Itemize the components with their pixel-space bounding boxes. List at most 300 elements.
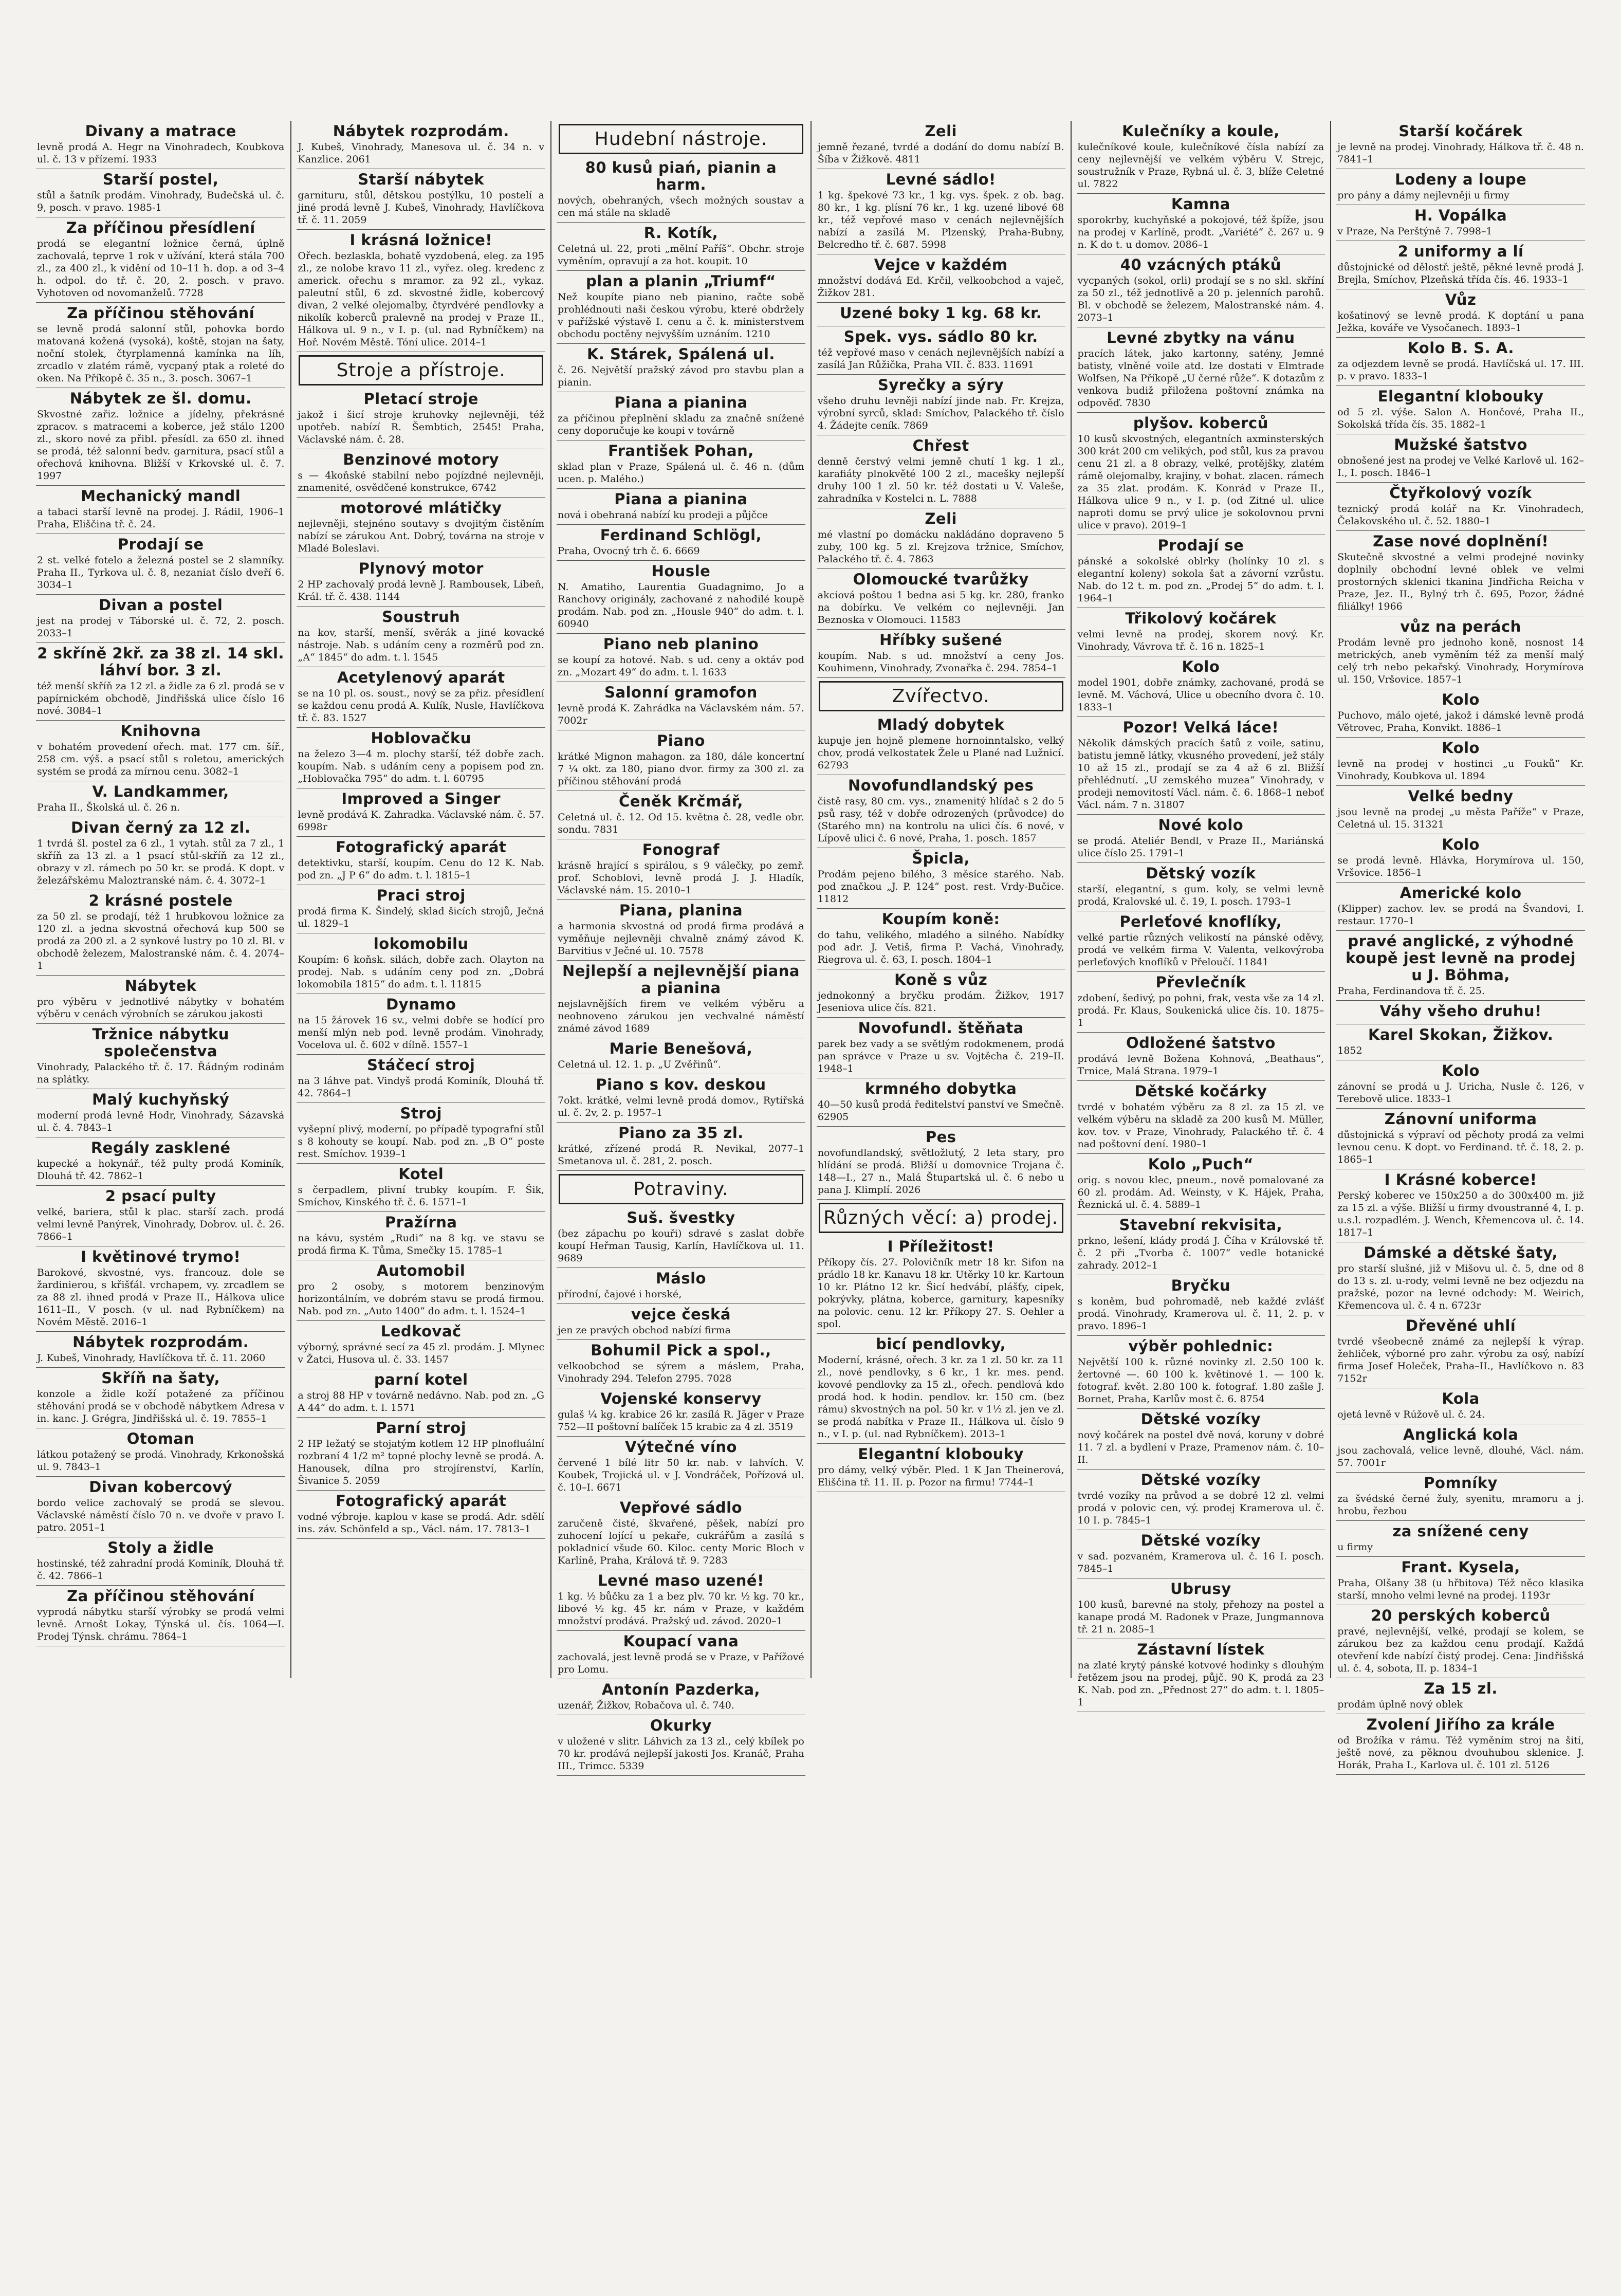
ad-body: vyšepní plivý, moderní, po případě typografní stůl s 8 kohouty se koupí. Nab. pod zn. „B O“ poste rest. Smíchov. 1939–1 [298, 1124, 545, 1160]
ad-body: pro starší slušné, již v Mišovu ul. č. 5, dne od 8 do 13 s. zl. u-rody, velmi levně ne bez odjezdu na pražské, pozor na levné odchody: M. Weirich, Křemencova ul. č. 4 n. 6723r [1337, 1263, 1584, 1311]
classified-ad [1336, 1109, 1585, 1169]
classified-ad [1336, 1024, 1585, 1060]
classified-ad [1077, 1409, 1325, 1470]
classified-ad [817, 775, 1065, 848]
ad-title: Kolo [1442, 1062, 1480, 1079]
ad-body: N. Amatiho, Laurentia Guadagnimo, Jo a Ranchovy originály, zachované z nahodilé koupě prodám. Nab. pod zn. „Housle 940“ do adm. t. l. 60940 [558, 581, 804, 630]
ad-title: Vojenské konservy [600, 1390, 762, 1407]
classified-ad [557, 1304, 805, 1340]
classified-ad [297, 994, 545, 1055]
ad-body: krásně hrající s spirálou, s 9 válečky, po zemř. prof. Schoblovi, levně prodá J. J. Hladík, Václavské nám. 15. 2010–1 [558, 860, 804, 896]
classified-ad [1336, 931, 1585, 1001]
classified-ad [1077, 656, 1325, 717]
ad-body: gulaš ¼ kg. krabice 26 kr. zasílá R. Jäger v Praze 752—II poštovní balíček 15 krabic za 4 zl. 3519 [558, 1409, 804, 1432]
ad-title: Zánovní uniforma [1384, 1110, 1537, 1128]
ad-title: pravé anglické, z výhodné koupě jest levně na prodej u J. Böhma, [1346, 932, 1576, 984]
ad-title: plan a planin „Triumf“ [586, 272, 776, 290]
ad-title: Americké kolo [1399, 884, 1522, 902]
ad-title: Dřevěné uhlí [1406, 1317, 1516, 1334]
classified-ad [36, 1586, 285, 1646]
ad-title: Levné zbytky na vánu [1107, 329, 1295, 346]
ad-title: Fonograf [642, 841, 720, 858]
ad-body: prodá se elegantní ložnice černá, úplně zachovalá, teprve 1 rok v užívání, která stála 700 zl., za 400 zl., k vidění od 10–11 h. dop. a od 3–4 h. odpol. do tř. č. 20, 2. posch. v pravo. Vyhotoven od novomanželů. 7728 [37, 238, 285, 299]
ad-title: Pletací stroje [363, 390, 478, 408]
classified-ad [1336, 121, 1585, 169]
ad-body: Praha, Olšany 38 (u hřbitova) Též něco klasika starší, mnoho velmi levné na prodej. 1193r [1337, 1577, 1584, 1601]
ad-title: Zvolení Jiřího za krále [1366, 1716, 1555, 1733]
ad-title: Starší kočárek [1398, 122, 1523, 140]
ad-body: kulečníkové koule, kulečníkové čísla nabízí za ceny nejlevnější ve velkém výběru V. Strejc, soustružník v Praze, Rybná ul. č. 3, blíže Celetné ul. 7822 [1077, 141, 1324, 190]
ad-body: model 1901, dobře známky, zachované, prodá se levně. M. Váchová, Ulice u obecního dvora č. 10. 1833–1 [1077, 677, 1324, 713]
classified-ad [297, 837, 545, 885]
classified-ad [817, 326, 1065, 375]
classified-ad [557, 1679, 805, 1715]
ad-body: stůl a šatník prodám. Vinohrady, Budečská ul. č. 9, posch. v pravo. 1985-1 [37, 190, 285, 213]
ad-title: Fotografický aparát [336, 1492, 507, 1510]
ad-title: motorové mlátičky [340, 499, 502, 517]
ad-body: levně prodá K. Zahrádka na Václavském nám. 57. 7002r [558, 703, 804, 726]
ad-title: Nové kolo [1158, 816, 1244, 834]
ad-title: Stavební rekvisita, [1119, 1216, 1283, 1234]
ad-title: Bohumil Pick a spol., [591, 1342, 771, 1359]
ad-title: Skříň na šaty, [101, 1369, 220, 1387]
ad-title: Čeněk Krčmář, [618, 793, 743, 810]
ad-body: velké partie různých velikostí na pánské oděvy, prodá ve velkém firma V. Valenta, velkovýroba perleťových knoflíků v Přeloučí. 11841 [1077, 932, 1324, 968]
ad-body: velmi levně na prodej, skorem nový. Kr. Vinohrady, Vávrova tř. č. 16 n. 1825–1 [1077, 629, 1324, 652]
classified-ad [557, 1715, 805, 1776]
ad-body: Prodám pejeno bilého, 3 měsíce starého. Nab. pod značkou „J. P. 124“ post. rest. Vrdy-Bučice. 11812 [817, 869, 1064, 905]
classified-ad [297, 788, 545, 837]
ad-title: Frant. Kysela, [1401, 1558, 1520, 1576]
ad-body: ojetá levně v Rúžově ul. č. 24. [1337, 1409, 1485, 1420]
classified-ad [36, 721, 285, 781]
classified-ad [817, 569, 1065, 630]
classified-ad [557, 900, 805, 961]
classified-ad [297, 933, 545, 994]
classified-ad [557, 271, 805, 344]
ad-title: Mechanický mandl [81, 487, 241, 505]
classified-ad [1336, 1678, 1585, 1714]
ad-body: sklad plan v Praze, Spálená ul. č. 46 n. (dům ucen. p. Malého.) [558, 461, 804, 485]
ad-title: Piano s kov. deskou [596, 1076, 766, 1093]
ad-body: od 5 zl. výše. Salon A. Hončové, Praha II., Sokolská třída čís. 35. 1882–1 [1337, 407, 1584, 430]
ad-body: od Brožíka v rámu. Též vyměním stroj na šití, ještě nové, za pěknou dvouhubou sklenice. J. Horák, Praha I., Karlova ul. č. 101 zl. 5126 [1337, 1735, 1584, 1771]
ad-title: Levné sádlo! [886, 171, 996, 188]
ad-title: Acetylenový aparát [337, 669, 505, 686]
ad-title: Starší nábytek [358, 171, 485, 188]
ad-title: Nábytek rozprodám. [333, 122, 509, 140]
ad-title: 2 psací pulty [105, 1187, 216, 1205]
ad-body: pánské a sokolské oblrky (holínky 10 zl. s elegantní koleny) sokola šat a závorní vzrůstu. Nab. do 12 t. m. pod zn. „Prodej 5“ do adm. t. l. 1964–1 [1077, 556, 1324, 604]
ad-title: Improved a Singer [341, 790, 501, 807]
ad-title: vůz na perách [1400, 618, 1521, 635]
ad-body: košatinový se levně prodá. K doptání u pana Ježka, kováře ve Vysočanech. 1893–1 [1337, 310, 1584, 334]
classified-ad [557, 344, 805, 392]
classified-ad [817, 303, 1065, 326]
classified-ad [1336, 386, 1585, 434]
classified-ad [297, 498, 545, 558]
ad-title: Karel Skokan, Žižkov. [1368, 1026, 1554, 1043]
ad-body: pracích látek, jako kartonny, satény, Jemné batisty, vlněné voile atd. lze dostati v Elmtrade Wolfsen, Na Příkopě „U černé růže“. K dotazům z venkova budiž přiložena poštovní známka na odpověď. 7830 [1077, 348, 1324, 409]
ad-body: nový kočárek na postel dvě nová, koruny v dobré 11. 7 zl. a bydlení v Praze, Pramenov nám. č. 10–II. [1077, 1429, 1324, 1465]
ad-title: Bryčku [1171, 1277, 1231, 1294]
ad-title: Elegantní klobouky [858, 1445, 1024, 1463]
ad-body: Celetná ul. č. 12. Od 15. května č. 28, vedle obr. sondu. 7831 [558, 812, 804, 835]
classified-ad [36, 169, 285, 217]
ad-body: prkno, lešení, klády prodá J. Číha v Královské tř. č. 2 při „Tvorba č. 1007“ vedle botanické zahrady. 2012–1 [1077, 1235, 1324, 1271]
classified-ad [1336, 1605, 1585, 1678]
classified-ad [817, 254, 1065, 303]
classified-ad [1336, 616, 1585, 689]
ad-title: bicí pendlovky, [876, 1335, 1006, 1353]
classified-ad [1077, 1081, 1325, 1154]
ad-title: Tržnice nábytku společenstva [92, 1025, 229, 1060]
classified-ad [36, 1537, 285, 1586]
ad-body: vodné výbroje. kaplou v kase se prodá. Adr. sdělí ins. záv. Schönfeld a sp., Václ. nám. 17. 7813–1 [298, 1511, 545, 1535]
classified-ad [36, 1428, 285, 1477]
classified-ad [36, 388, 285, 486]
classified-ad [557, 1570, 805, 1631]
ad-body: na 3 láhve pat. Vindyš prodá Kominík, Dlouhá tř. 42. 7864–1 [298, 1075, 545, 1099]
ad-body: mé vlastní po domácku nakládáno dopraveno 5 zuby, 100 kg. 5 zl. Krejzova tržnice, Smíchov, Palackého tř. č. 4. 7863 [817, 529, 1064, 565]
ad-body: Prodám levně pro jednoho koně, nosnost 14 metrických, aneb vyměním též za menší malý celý trh nebo pekařský. Vinohrady, Horymírova ul. 150, Vršovice. 1857–1 [1337, 637, 1584, 685]
ad-body: uzenář, Žižkov, Robačova ul. č. 740. [558, 1700, 734, 1711]
ad-body: 7okt. krátké, velmi levně prodá domov., Rytířská ul. č. 2v, 2. p. 1957–1 [558, 1095, 804, 1118]
classified-ad [1336, 786, 1585, 834]
classified-ad [557, 561, 805, 634]
ad-body: zdobení, šedivý, po pohni, frak, vesta vše za 14 zl. prodá. Fr. Klaus, Soukenická ulice čís. 10. 1875–1 [1077, 993, 1324, 1028]
ad-body: Největší 100 k. různé novinky zl. 2.50 100 k. žertovné —. 60 100 k. květinové 1. — 100 k. fotograf. květ. 2.80 100 k. fotograf. 1.80 zašle J. Bornet, Praha, Karlův most č. 6. 8754 [1077, 1356, 1324, 1405]
classified-ad [1077, 972, 1325, 1033]
ad-body: a harmonia skvostná od prodá firma prodává a vyměňuje nejlevněji chvalně známý závod K. Barvitius v Ječné ul. 10. 7578 [558, 921, 804, 957]
classified-ad [1336, 1242, 1585, 1315]
classified-ad [297, 1103, 545, 1164]
ad-body: zánovní se prodá u J. Uricha, Nusle č. 126, v Terebově ulice. 1833–1 [1337, 1081, 1584, 1105]
ad-body: nových, obehraných, všech možných soustav a cen má stále na skladě [558, 195, 804, 218]
ad-title: I Příležitost! [887, 1238, 994, 1255]
ad-title: Soustruh [382, 608, 460, 626]
classified-ad [1336, 1001, 1585, 1024]
ad-title: Kolo [1442, 836, 1480, 853]
classified-ad [557, 1038, 805, 1074]
ad-title: Divany a matrace [85, 122, 236, 140]
classified-ad [297, 607, 545, 667]
ad-title: Divan a postel [99, 596, 223, 614]
classified-ad [817, 1127, 1065, 1200]
classified-ad [557, 1340, 805, 1388]
ad-title: Chřest [912, 437, 969, 454]
ad-title: 2 krásné postele [88, 892, 233, 909]
ad-title: V. Landkammer, [92, 783, 229, 800]
ad-title: Anglická kola [1403, 1426, 1519, 1443]
ad-title: Salonní gramofon [604, 684, 758, 701]
classified-ad [1077, 863, 1325, 911]
ad-body: Celetná ul. 12. 1. p. „U Zvěřinů“. [558, 1059, 721, 1070]
classified-ad [817, 1236, 1065, 1334]
classified-ad [1077, 1530, 1325, 1578]
ad-body: jsou levně na prodej „u města Paříže“ v Praze, Celetná ul. 15. 31321 [1337, 806, 1584, 830]
ad-body: a stroj 88 HP v továrně nedávno. Nab. pod zn. „G A 44“ do adm. t. l. 1571 [298, 1390, 545, 1413]
classified-ad [557, 1123, 805, 1171]
classified-ad [1077, 1275, 1325, 1336]
classified-ad [1336, 883, 1585, 931]
classified-ad [1077, 911, 1325, 972]
ad-title: Zástavní lístek [1137, 1641, 1265, 1658]
classified-ad [1336, 1315, 1585, 1388]
ad-title: Novofundl. štěňata [858, 1019, 1024, 1037]
classified-ad [1336, 1521, 1585, 1557]
classified-ad [1077, 1215, 1325, 1275]
ad-title: Máslo [655, 1270, 706, 1287]
ad-body: 1 kg. ½ bůčku za 1 a bez plv. 70 kr. ½ kg. 70 kr., libové ½ kg. 45 kr. nám v Praze, v každém množství prodává. Pražský ud. závod. 2020–1 [558, 1591, 804, 1627]
ad-title: Piana a pianina [614, 490, 748, 508]
ad-body: Barokové, skvostné, vys. francouz. dole se žardinierou, s křišťál. vrchapem, vy. zrcadlem se za 88 zl. ihned prodá v Praze II., Hálkova ulice 1611–II., V posch. (v ul. nad Rybníčkem) na Novém Městě. 2016–1 [37, 1267, 285, 1328]
ad-title: Otoman [126, 1430, 195, 1447]
ad-body: jsou zachovalá, velice levně, dlouhé, Václ. nám. 57. 7001r [1337, 1445, 1584, 1468]
ad-body: u firmy [1337, 1541, 1373, 1553]
ad-title: Ubrusy [1170, 1580, 1231, 1597]
ad-body: 40—50 kusů prodá ředitelství panství ve Smečně. 62905 [817, 1099, 1064, 1123]
ad-body: velkoobchod se sýrem a máslem, Praha, Vinohrady 294. Telefon 2795. 7028 [558, 1361, 804, 1384]
ad-title: parní kotel [374, 1371, 468, 1388]
ad-title: Piana a pianina [614, 394, 748, 411]
ad-title: Nábytek rozprodám. [72, 1333, 249, 1351]
ad-body: červené 1 bílé litr 50 kr. nab. v lahvích. V. Koubek, Trojická ul. v J. Vondráček, Pořízová ul. č. 10–I. 6671 [558, 1457, 804, 1493]
ad-body: též menší skříň za 12 zl. a židle za 6 zl. prodá se v papírnickém obchodě, Jindřišská ulice číslo 16 nové. 3084–1 [37, 681, 285, 717]
ad-title: Dětské vozíky [1140, 1410, 1261, 1428]
ad-title: Prodají se [117, 536, 204, 553]
ad-body: se levně prodá salonní stůl, pohovka bordo matovaná kožená (vysoká), koště, stojan na šaty, noční stolek, čtyrplamenná kamínka na líh, zrcadlo v zlatém rámě, vycpaný ptak a roleté do oken. Na Příkopě č. 35 n., 3. posch. 3067–1 [37, 323, 285, 384]
ad-body: tvrdé všeobecně známé za nejlepší k výrap. žehliček, výborné pro zahr. výrobu za osý, nabízí firma Josef Holeček, Praha–II., Havlíčkovo n. 83 7152r [1337, 1336, 1584, 1384]
classified-ad [1336, 1060, 1585, 1109]
ad-body: zaručeně čisté, škvařené, pěšek, nabízí pro zuhocení lojící u pekaře, cukrářům a zasílá s pokladnicí všude 60. Kiloc. centy Moric Bloch v Karlíně, Praha, Králová tř. 9. 7283 [558, 1518, 804, 1566]
classified-ad [817, 630, 1065, 678]
ad-body: nejslavnějších firem ve velkém výběru a neobnoveno zárukou jen vechvalné náměstí známé závod 1689 [558, 998, 804, 1034]
ad-title: Parní stroj [376, 1419, 467, 1437]
ad-body: (bez zápachu po kouři) sdravé s zaslat dobře koupí Heřman Tausig, Karlín, Havlíčkova ul. 11. 9689 [558, 1228, 804, 1264]
ad-body: 2 st. velké fotelo a železná postel se 2 slamníky. Praha II., Tyrkova ul. č. 8, nezaniat číslo dveří 6. 3034–1 [37, 555, 285, 591]
ad-body: v bohatém provedení ořech. mat. 177 cm. šíř., 258 cm. výš. a psací stůl s roletou, amerických systém se prodá za mírnou cenu. 3082–1 [37, 741, 285, 777]
ad-title: Pozor! Velká láce! [1122, 719, 1279, 736]
ad-body: akciová poštou 1 bedna asi 5 kg. kr. 280, franko na dobírku. Ve velkém co nejlevněji. Jan Beznoska v Olomouci. 11583 [817, 590, 1064, 626]
classified-ad [557, 1497, 805, 1570]
ad-body: Praha II., Školská ul. č. 26 n. [37, 802, 180, 813]
ad-body: 1 kg. špekové 73 kr., 1 kg. vys. špek. z ob. bag. 80 kr., 1 kg. plísní 76 kr., 1 kg. uzené libové 68 kr., též vepřové maso v cenách nejlevnějších nabízí a zasílá M. Plzenský, Praha-Bubny, Belcredho tř. č. 687. 5998 [817, 190, 1064, 250]
ad-body: denně čerstvý velmi jemně chutí 1 kg. 1 zl., karafiáty plnokvěté 100 2 zl., macešky nejlepší druhy 100 1 zl. 50 kr. též dostati u V. Valeše, zahradníka v Kostelci n. L. 7888 [817, 456, 1064, 504]
classified-ad [817, 969, 1065, 1018]
ad-body: Ořech. bezlaskla, bohatě vyzdobená, eleg. za 195 zl., ze nolobe kravo 11 zl., vyřez. oleg. kredenc z americk. ořechu s mramor. za 92 zl., vykaz. paleutní stůl, 6 zd. skvostné židle, kobercový divan, 2 velké olejomalby, čtyrdvéré pendlovky a nikolík koberců pralevně na prodej v Praze II., Hálkova ul. 9 n., v I. p. (ul. nad Rybníčkem) na Hoř. Novém Městě. Tóní ulice. 2014–1 [298, 250, 545, 348]
column-6 [1330, 121, 1590, 1771]
ad-title: I krásná ložnice! [349, 231, 492, 249]
section-heading: Zvířectvo. [819, 681, 1063, 711]
classified-ad [36, 595, 285, 643]
ad-title: Dětský vozík [1146, 865, 1256, 882]
ad-title: Zeli [925, 122, 957, 140]
classified-ad [1077, 717, 1325, 815]
classified-ad [297, 1418, 545, 1491]
ad-title: Převlečník [1155, 973, 1246, 991]
ad-title: Elegantní klobouky [1377, 388, 1544, 405]
ad-body: Skvostné zařiz. ložnice a jídelny, překrásné zpracov. s matracemi a koberce, jež stálo 1200 zl., skoro nové za přibl. přesídl. za 650 zl. ihned se prodá, též salonní bedv. garnitura, psací stůl a ořechová knihovna. Bližší v Krkovské ul. č. 7. 1997 [37, 409, 285, 482]
ad-title: Velké bedny [1408, 787, 1514, 805]
ad-body: se prodá levně. Hlávka, Horymírova ul. 150, Vršovice. 1856–1 [1337, 855, 1584, 878]
classified-ad [1336, 689, 1585, 738]
classified-ad [557, 223, 805, 271]
ad-title: Ledkovač [380, 1323, 462, 1340]
ad-title: Za příčinou stěhování [67, 1587, 255, 1605]
ad-title: Kotel [398, 1165, 444, 1183]
classified-ad [1077, 815, 1325, 863]
ad-body: garnituru, stůl, dětskou postýlku, 10 postelí a jiné prodá levně J. Kubeš, Vinohrady, Havlíčkova tř. č. 11. 2059 [298, 190, 545, 226]
ad-body: novofundlandský, světložlutý, 2 leta stary, pro hlídání se prodá. Bližší u domovnice Trojana č. 148—I., 27 n., Malá Štupartská ul. č. 6 nebo u pana J. Klimplí. 2026 [817, 1147, 1064, 1196]
classified-ad [557, 489, 805, 525]
classified-ad [1077, 121, 1325, 194]
ad-body: č. 26. Největší pražský závod pro stavbu plan a pianin. [558, 364, 804, 388]
classified-ad [1336, 1169, 1585, 1242]
ad-title: vejce česká [631, 1306, 731, 1323]
ad-title: Kola [1442, 1390, 1480, 1407]
ad-body: s koněm, bud pohromadě, neb každé zvlášť prodá. Vinohrady, Kramerova ul. č. 11, 2. p. v pravo. 1896–1 [1077, 1296, 1324, 1332]
ad-title: Kolo B. S. A. [1407, 339, 1514, 357]
classified-ad [297, 1164, 545, 1212]
classified-ad [297, 169, 545, 230]
ad-title: Piano za 35 zl. [618, 1124, 744, 1142]
classified-ad [1336, 338, 1585, 386]
ad-body: velké, bariera, stůl k plac. starší zach. prodá velmi levně Panýrek, Vinohrady, Dobrov. ul. č. 26. 7866–1 [37, 1206, 285, 1242]
ad-body: Než koupíte piano neb pianino, račte sobě prohlédnouti naši českou výrobu, které obdržely v pařížské výstavě I. cenu a č. k. ministerstvem obchodu poctěny nejvyšším uznáním. 1210 [558, 291, 804, 340]
ad-body: orig. s novou klec, pneum., nově pomalované za 60 zl. prodám. Ad. Weinsty, v K. Hájek, Praha, Řeznická ul. č. 4. 5889–1 [1077, 1174, 1324, 1210]
classified-ad [1077, 1336, 1325, 1409]
classified-ad [36, 1332, 285, 1368]
ad-body: všeho druhu levněji nabízí jinde nab. Fr. Krejza, výrobní syrců, sklad: Smíchov, Palackého tř. číslo 4. Žádejte ceník. 7869 [817, 395, 1064, 431]
classified-ad [817, 1334, 1065, 1444]
ad-body: zachovalá, jest levně prodá se v Praze, v Pařížové pro Lomu. [558, 1651, 804, 1675]
ad-body: vycpaných (sokol, orli) prodají se s no skl. skříní za 50 zl., též jednotlivě a 20 p. jelenních parohů. Bl. v obchodě se železem, Malostranské nám. 4. 2073–1 [1077, 275, 1324, 323]
classified-ad [1336, 205, 1585, 241]
ad-title: Dětské vozíky [1140, 1471, 1261, 1489]
classified-ad [557, 1207, 805, 1268]
classified-ad [1336, 289, 1585, 338]
ad-title: Syrečky a sýry [878, 376, 1004, 394]
ad-body: za příčinou přeplnění skladu za značně snížené ceny doporučuje ke koupi v továrně [558, 413, 804, 436]
classified-ad [817, 508, 1065, 569]
ad-title: Piana, planina [619, 902, 743, 919]
ad-body: též vepřové maso v cenách nejlevnějších nabízí a zasílá Jan Růžička, Praha VII. č. 833. 11691 [817, 347, 1064, 371]
ad-body: pro 2 osoby, s motorem benzinovým horizontálním, ve dobrém stavu se prodá firmou. Nab. pod zn. „Auto 1400“ do adm. t. l. 1524–1 [298, 1281, 545, 1317]
ad-title: Malý kuchyňský [92, 1091, 230, 1108]
classified-ad [297, 121, 545, 169]
ad-body: prodá firma K. Šindelý, sklad šicích strojů, Ječná ul. 1829–1 [298, 906, 545, 929]
classified-ad [817, 375, 1065, 435]
classified-ad [36, 781, 285, 817]
ad-title: 40 vzácných ptáků [1120, 256, 1281, 273]
section-heading: Stroje a přístroje. [299, 355, 543, 385]
ad-body: tvrdé v bohatém výběru za 8 zl. za 15 zl. ve velkém výběru na skladě za 200 kusů M. Müller, kov. tov. v Praze, Vinohrady, Palackého tř. č. 4 nad poštovní dení. 1980–1 [1077, 1101, 1324, 1150]
ad-body: na železo 3—4 m. plochy starší, též dobře zach. koupím. Nab. s udáním ceny a popisem pod zn. „Hoblovačka 795“ do adm. t. l. 60795 [298, 748, 545, 784]
ad-title: Knihovna [120, 722, 201, 740]
ad-title: Piano [657, 732, 705, 749]
ad-title: Pes [925, 1128, 956, 1146]
ad-body: Puchovo, málo ojeté, jakož i dámské levně prodá Větrovec, Praha, Konvikt. 1886–1 [1337, 710, 1584, 733]
ad-title: Vepřové sádlo [619, 1499, 743, 1516]
ad-body: 1852 [1337, 1045, 1362, 1056]
ad-body: pro výběru v jednotlivé nábytky v bohatém výběru v cenách výrobních se zárukou jakosti [37, 996, 285, 1020]
ad-title: Hříbky sušené [879, 631, 1003, 649]
ad-title: Třikolový kočárek [1125, 610, 1277, 627]
ad-body: bordo velice zachovalý se prodá se slevou. Václavské náměstí číslo 70 n. ve dvoře v pravo I. patro. 2051–1 [37, 1497, 285, 1533]
ad-body: levně prodá A. Hegr na Vinohradech, Koubkova ul. č. 13 v přízemí. 1933 [37, 141, 285, 165]
classified-ad [817, 121, 1065, 169]
classified-ad [297, 1055, 545, 1103]
ad-title: Suš. švestky [627, 1209, 735, 1226]
ad-title: 80 kusů piań, pianin a harm. [585, 159, 777, 193]
ad-title: Dětské kočárky [1134, 1082, 1267, 1100]
ad-body: na kávu, systém „Rudi“ na 8 kg. ve stavu se prodá firma K. Tůma, Smečky 15. 1785–1 [298, 1233, 545, 1256]
classified-ad [817, 909, 1065, 969]
ad-title: Dynamo [386, 996, 456, 1013]
classified-ad [36, 1368, 285, 1428]
ad-title: lokomobilu [373, 935, 469, 952]
classified-ad [36, 643, 285, 721]
classified-ad [557, 634, 805, 682]
classified-ad [557, 157, 805, 223]
ad-title: Praci stroj [376, 887, 466, 904]
ad-title: I květinové trymo! [81, 1248, 241, 1265]
ad-body: jakož i šicí stroje kruhovky nejlevněji, též upotřeb. nabízí R. Šembtich, 2545! Praha, Václavské nám. č. 28. [298, 409, 545, 445]
section-heading: Hudební nástroje. [559, 124, 803, 154]
classified-ad [1077, 1470, 1325, 1530]
classified-ad [1336, 1557, 1585, 1605]
ad-body: moderní prodá levně Hodr, Vinohrady, Sázavská ul. č. 4. 7843–1 [37, 1110, 285, 1133]
ad-body: přírodní, čajové i horské, [558, 1289, 682, 1300]
ad-title: Za 15 zl. [1424, 1680, 1498, 1697]
ad-body: za odjezdem levně se prodá. Havlíčská ul. 17. III. p. v pravo. 1833–1 [1337, 358, 1584, 382]
ad-title: Špicla, [912, 850, 970, 867]
classified-ad [557, 392, 805, 440]
classified-ad [557, 839, 805, 900]
ad-body: pravé, nejlevnější, velké, prodají se kolem, se zárukou bez za každou cenu prodají. Každá otevření kde nabízí čistý prodej. Cena: Jindřišská ul. č. 4, sobota, II. p. 1834–1 [1337, 1626, 1584, 1674]
ad-body: prodám úplně nový oblek [1337, 1699, 1463, 1710]
ad-body: na kov, starší, menší, svěrák a jiné kovacké nástroje. Nab. s udáním ceny a rozměrů pod zn. „A“ 1845“ do adm. t. l. 1545 [298, 627, 545, 663]
classified-ad [36, 1186, 285, 1246]
ad-body: sporokrby, kuchyňské a pokojové, též špíže, jsou na prodej v Karlíně, prodt. „Variété“ č. 267 u. 9 n. K do t. u domov. 2086–1 [1077, 214, 1324, 250]
classified-ad [1077, 608, 1325, 656]
classified-ad [557, 1631, 805, 1679]
classified-ad [817, 435, 1065, 508]
classified-ad [1077, 1578, 1325, 1639]
ad-body: důstojnické od dělostř. ještě, pěkné levně prodá J. Brejla, Smíchov, Plzeňská třída čís. 46. 1933–1 [1337, 262, 1584, 285]
ad-body: 2 HP ležatý se stojatým kotlem 12 HP plnofluální rozbraní 4 1/2 m² topné plochy levně se prodá. A. Hanousek, dílna pro strojírenství, Karlín, Šivanice 5. 2059 [298, 1438, 545, 1486]
ad-title: Marie Benešová, [609, 1040, 753, 1057]
classified-grid [31, 121, 1590, 1772]
ad-body: se koupí za hotové. Nab. s ud. ceny a oktáv pod zn. „Mozart 49“ do adm. t. l. 1633 [558, 654, 804, 678]
ad-title: K. Stárek, Spálená ul. [586, 345, 775, 363]
ad-title: Automobil [377, 1262, 466, 1279]
classified-ad [297, 558, 545, 607]
classified-ad [557, 1437, 805, 1497]
ad-title: Koupací vana [623, 1632, 739, 1650]
ad-title: Benzinové motory [343, 451, 500, 468]
classified-ad [1077, 1033, 1325, 1081]
ad-title: 2 uniformy a lí [1397, 243, 1524, 260]
ad-title: Pomníky [1424, 1474, 1498, 1492]
ad-body: pro pány a dámy nejlevněji u firmy [1337, 190, 1509, 201]
ad-title: Regály zasklené [90, 1139, 231, 1156]
ad-body: nejlevněji, stejnéno soutavy s dvojitým čistěním nabízí se zárukou Ant. Dobrý, továrna na stroje v Mladé Boleslavi. [298, 518, 545, 554]
ad-body: Vinohrady, Palackého tř. č. 17. Řádným rodinám na splátky. [37, 1061, 285, 1085]
ad-body: levně na prodej v hostinci „u Fouků“ Kr. Vinohrady, Koubkova ul. 1894 [1337, 758, 1584, 782]
classified-ad [557, 730, 805, 791]
